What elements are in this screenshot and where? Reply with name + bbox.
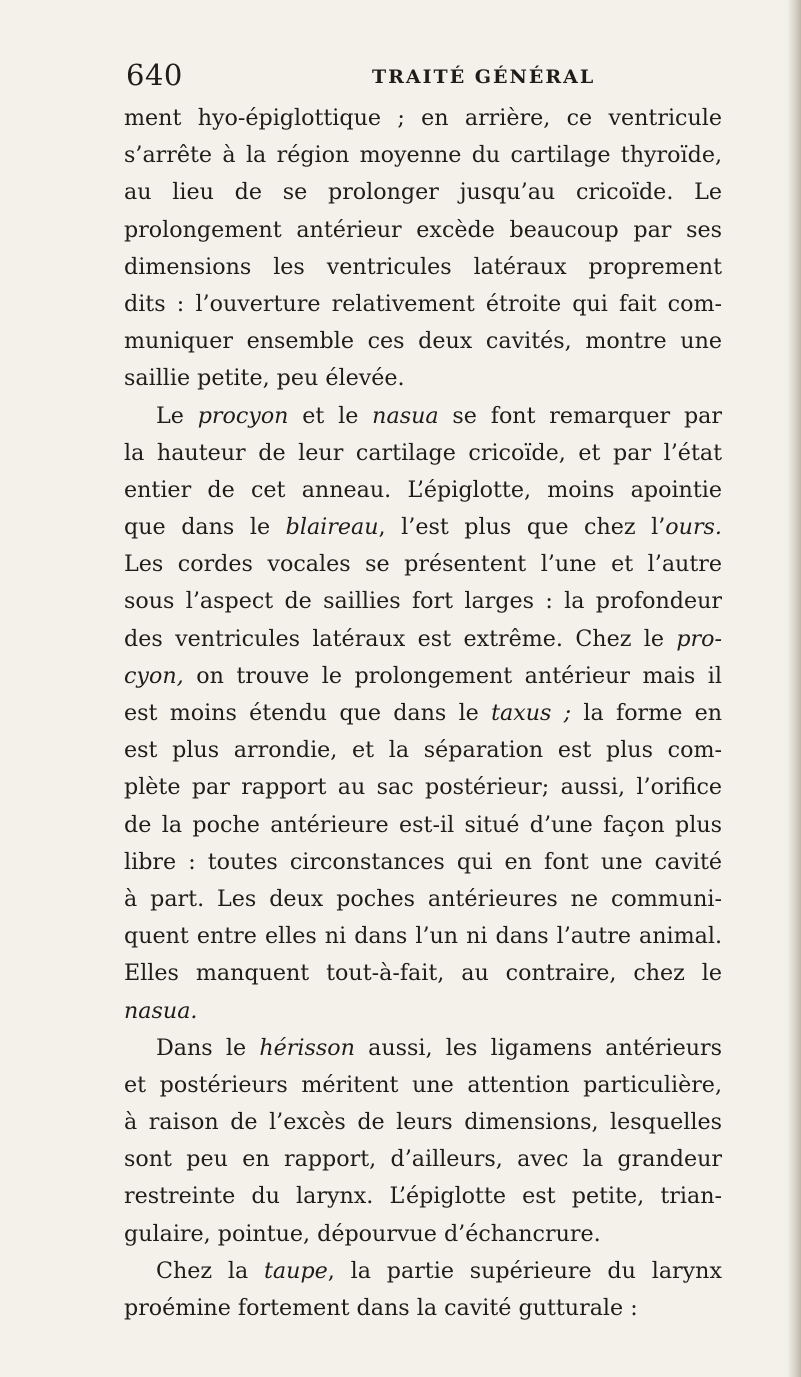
text-run: et le (288, 402, 373, 429)
italic-term: blaireau (285, 514, 379, 541)
text-run: libre : toutes circonstances qui en font une cavité (124, 848, 722, 875)
text-run: plète par rapport au sac postérieur; aussi, l’orifice (124, 774, 722, 801)
text-run: que dans le (124, 514, 286, 541)
text-run: entier de cet anneau. L’épiglotte, moins apointie (124, 476, 722, 503)
text-line (124, 844, 722, 881)
text-line (124, 1216, 722, 1253)
text-run: est plus arrondie, et la séparation est plus com- (124, 737, 722, 764)
text-run: Les cordes vocales se présentent l’une et l’autre (124, 551, 722, 578)
text-line (124, 621, 722, 658)
text-line (124, 212, 722, 249)
text-line (124, 323, 722, 360)
text-line (124, 472, 722, 509)
text-line (124, 398, 722, 435)
text-line (124, 732, 722, 769)
text-run: Elles manquent tout-à-fait, au contraire, chez le (124, 960, 722, 987)
text-line (124, 100, 722, 137)
text-line (124, 509, 722, 546)
text-run: sont peu en rapport, d’ailleurs, avec la grandeur (124, 1146, 722, 1173)
text-line (124, 658, 722, 695)
italic-term: hérisson (259, 1034, 355, 1061)
text-run: on trouve le prolongement antérieur mais il (183, 662, 722, 689)
text-line (124, 807, 722, 844)
text-run: , l’est plus que chez l’ (378, 514, 666, 541)
text-line (124, 174, 722, 211)
text-line (124, 918, 722, 955)
italic-term: nasua (372, 402, 439, 429)
text-run: au lieu de se prolonger jusqu’au cricoïde. Le (124, 179, 722, 206)
text-line (124, 1178, 722, 1215)
italic-term: cyon, (124, 662, 184, 689)
text-run: la hauteur de leur cartilage cricoïde, et par l’état (124, 439, 722, 466)
text-run: dits : l’ouverture relativement étroite qui fait com- (124, 290, 722, 317)
text-line (124, 360, 722, 397)
text-line (124, 249, 722, 286)
text-run: restreinte du larynx. L’épiglotte est petite, trian- (124, 1183, 722, 1210)
body-text (124, 100, 722, 1327)
text-line (124, 1290, 722, 1327)
text-run: gulaire, pointue, dépourvue d’échancrure. (124, 1220, 601, 1247)
text-run: des ventricules latéraux est extrême. Chez le (124, 625, 677, 652)
text-line (124, 546, 722, 583)
text-run: , la partie supérieure du larynx (327, 1257, 722, 1284)
text-line (124, 881, 722, 918)
text-line (124, 955, 722, 992)
text-line (124, 583, 722, 620)
text-run: proémine fortement dans la cavité gutturale : (124, 1295, 638, 1321)
text-line (124, 1030, 722, 1067)
italic-term: taupe (264, 1257, 328, 1284)
text-line (124, 1067, 722, 1104)
text-line (124, 769, 722, 806)
text-run: et postérieurs méritent une attention particulière, (124, 1071, 722, 1098)
text-line (124, 435, 722, 472)
text-run: aussi, les ligamens antérieurs (354, 1034, 722, 1061)
text-run: de la poche antérieure est-il situé d’une façon plus (124, 811, 722, 838)
text-line (124, 137, 722, 174)
text-run: s’arrête à la région moyenne du cartilage thyroïde, (124, 142, 722, 169)
italic-term: nasua. (124, 997, 198, 1024)
text-run: quent entre elles ni dans l’un ni dans l’autre animal. (124, 923, 722, 950)
text-run: saillie petite, peu élevée. (124, 365, 405, 392)
italic-term: pro- (676, 625, 722, 652)
italic-term: procyon (197, 402, 289, 429)
running-title: TRAITÉ GÉNÉRAL (372, 66, 596, 88)
text-run: ment hyo-épiglottique ; en arrière, ce ventricule (124, 105, 722, 131)
text-line (124, 1104, 722, 1141)
text-run: est moins étendu que dans le (124, 700, 492, 726)
text-run: muniquer ensemble ces deux cavités, montre une (124, 328, 722, 355)
text-run: la forme en (571, 700, 722, 726)
text-run: à part. Les deux poches antérieures ne communi- (124, 885, 722, 912)
italic-term: taxus ; (491, 700, 572, 726)
page-edge-shadow (787, 0, 801, 1377)
running-header (124, 58, 724, 98)
text-line (124, 1141, 722, 1178)
page-number: 640 (126, 58, 183, 92)
italic-term: ours. (665, 514, 722, 541)
text-run: Le (156, 402, 198, 429)
text-run: se font remarquer par (438, 402, 722, 429)
text-line (124, 286, 722, 323)
text-run: prolongement antérieur excède beaucoup par ses (124, 216, 722, 243)
text-run: sous l’aspect de saillies fort larges : la profondeur (124, 588, 722, 615)
text-run: à raison de l’excès de leurs dimensions, lesquelles (124, 1109, 722, 1136)
text-run: Dans le (156, 1034, 260, 1061)
text-line (124, 1253, 722, 1290)
text-run: dimensions les ventricules latéraux proprement (124, 253, 722, 280)
text-run: Chez la (156, 1257, 265, 1284)
text-line (124, 695, 722, 732)
text-line (124, 993, 722, 1030)
